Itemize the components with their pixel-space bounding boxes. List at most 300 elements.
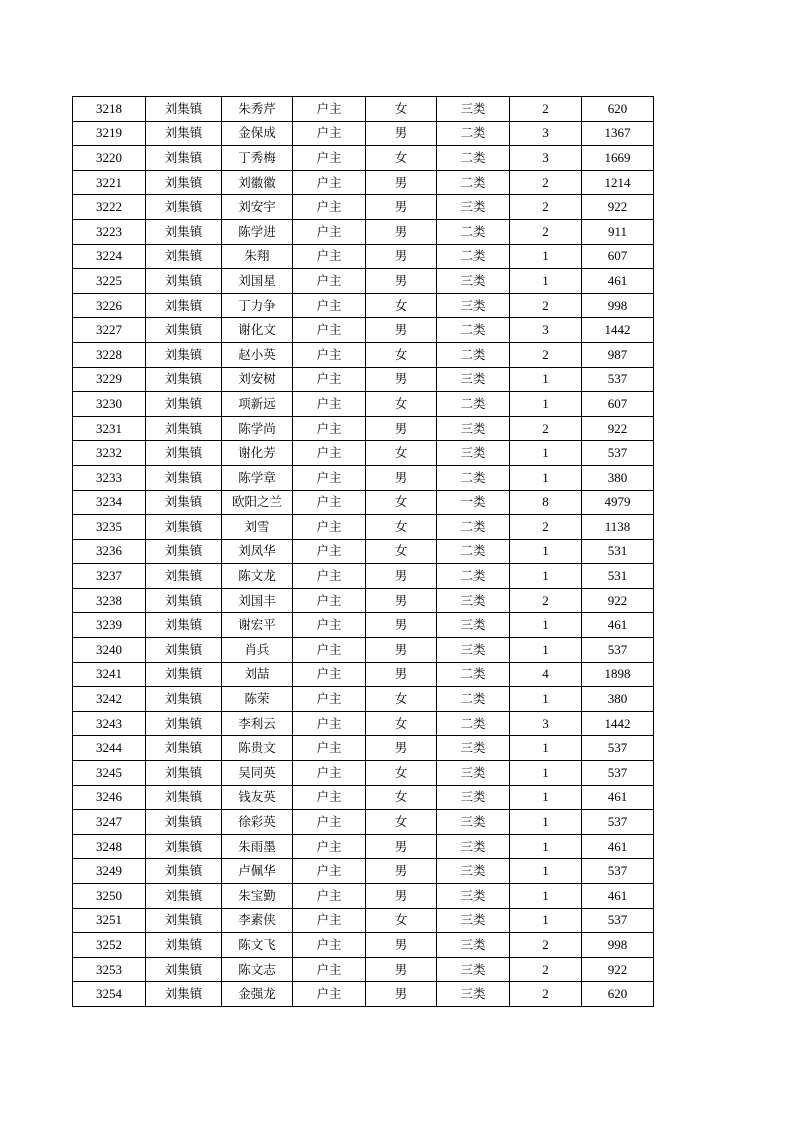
gender-cell: 女	[366, 539, 437, 564]
relation-cell: 户主	[293, 933, 366, 958]
town-cell: 刘集镇	[146, 736, 222, 761]
amount-cell: 461	[582, 785, 654, 810]
town-cell: 刘集镇	[146, 97, 222, 122]
category-cell: 二类	[437, 515, 510, 540]
gender-cell: 女	[366, 293, 437, 318]
relation-cell: 户主	[293, 638, 366, 663]
name-cell: 金强龙	[222, 982, 293, 1007]
gender-cell: 男	[366, 662, 437, 687]
person-count-cell: 1	[510, 613, 582, 638]
gender-cell: 男	[366, 367, 437, 392]
record-id-cell: 3221	[73, 170, 146, 195]
amount-cell: 537	[582, 761, 654, 786]
relation-cell: 户主	[293, 785, 366, 810]
town-cell: 刘集镇	[146, 170, 222, 195]
record-id-cell: 3225	[73, 269, 146, 294]
person-count-cell: 1	[510, 465, 582, 490]
amount-cell: 537	[582, 736, 654, 761]
category-cell: 二类	[437, 146, 510, 171]
town-cell: 刘集镇	[146, 588, 222, 613]
person-count-cell: 2	[510, 342, 582, 367]
relation-cell: 户主	[293, 170, 366, 195]
table-row	[73, 810, 654, 835]
relation-cell: 户主	[293, 588, 366, 613]
table-row	[73, 170, 654, 195]
table-row	[73, 588, 654, 613]
town-cell: 刘集镇	[146, 564, 222, 589]
person-count-cell: 2	[510, 416, 582, 441]
record-id-cell: 3248	[73, 834, 146, 859]
category-cell: 二类	[437, 170, 510, 195]
name-cell: 刘雪	[222, 515, 293, 540]
relation-cell: 户主	[293, 810, 366, 835]
category-cell: 二类	[437, 392, 510, 417]
amount-cell: 607	[582, 392, 654, 417]
name-cell: 欧阳之兰	[222, 490, 293, 515]
record-id-cell: 3246	[73, 785, 146, 810]
category-cell: 三类	[437, 957, 510, 982]
gender-cell: 女	[366, 342, 437, 367]
relation-cell: 户主	[293, 269, 366, 294]
gender-cell: 男	[366, 219, 437, 244]
town-cell: 刘集镇	[146, 785, 222, 810]
name-cell: 朱秀芹	[222, 97, 293, 122]
town-cell: 刘集镇	[146, 342, 222, 367]
name-cell: 刘安树	[222, 367, 293, 392]
town-cell: 刘集镇	[146, 367, 222, 392]
gender-cell: 男	[366, 982, 437, 1007]
amount-cell: 1138	[582, 515, 654, 540]
amount-cell: 922	[582, 588, 654, 613]
category-cell: 二类	[437, 539, 510, 564]
name-cell: 朱宝勤	[222, 884, 293, 909]
record-id-cell: 3240	[73, 638, 146, 663]
relation-cell: 户主	[293, 859, 366, 884]
category-cell: 三类	[437, 416, 510, 441]
relation-cell: 户主	[293, 613, 366, 638]
person-count-cell: 1	[510, 884, 582, 909]
town-cell: 刘集镇	[146, 465, 222, 490]
relation-cell: 户主	[293, 662, 366, 687]
name-cell: 刘国丰	[222, 588, 293, 613]
category-cell: 二类	[437, 465, 510, 490]
person-count-cell: 1	[510, 539, 582, 564]
gender-cell: 女	[366, 687, 437, 712]
table-row	[73, 515, 654, 540]
table-row	[73, 490, 654, 515]
category-cell: 三类	[437, 810, 510, 835]
category-cell: 三类	[437, 884, 510, 909]
category-cell: 三类	[437, 588, 510, 613]
amount-cell: 380	[582, 465, 654, 490]
record-id-cell: 3229	[73, 367, 146, 392]
category-cell: 三类	[437, 761, 510, 786]
relation-cell: 户主	[293, 711, 366, 736]
name-cell: 陈学章	[222, 465, 293, 490]
table-row	[73, 465, 654, 490]
category-cell: 二类	[437, 244, 510, 269]
gender-cell: 男	[366, 121, 437, 146]
table-row	[73, 392, 654, 417]
name-cell: 朱雨墨	[222, 834, 293, 859]
category-cell: 三类	[437, 859, 510, 884]
table-row	[73, 564, 654, 589]
record-id-cell: 3231	[73, 416, 146, 441]
category-cell: 三类	[437, 785, 510, 810]
data-table-container	[72, 96, 653, 1007]
table-body	[73, 97, 654, 1007]
relation-cell: 户主	[293, 244, 366, 269]
category-cell: 三类	[437, 933, 510, 958]
gender-cell: 女	[366, 908, 437, 933]
person-count-cell: 2	[510, 293, 582, 318]
amount-cell: 922	[582, 195, 654, 220]
amount-cell: 1214	[582, 170, 654, 195]
relation-cell: 户主	[293, 539, 366, 564]
amount-cell: 620	[582, 982, 654, 1007]
town-cell: 刘集镇	[146, 834, 222, 859]
record-id-cell: 3252	[73, 933, 146, 958]
table-row	[73, 121, 654, 146]
gender-cell: 男	[366, 269, 437, 294]
gender-cell: 男	[366, 465, 437, 490]
town-cell: 刘集镇	[146, 761, 222, 786]
name-cell: 李利云	[222, 711, 293, 736]
town-cell: 刘集镇	[146, 982, 222, 1007]
relation-cell: 户主	[293, 564, 366, 589]
person-count-cell: 2	[510, 982, 582, 1007]
name-cell: 谢宏平	[222, 613, 293, 638]
record-id-cell: 3235	[73, 515, 146, 540]
gender-cell: 男	[366, 834, 437, 859]
amount-cell: 461	[582, 834, 654, 859]
amount-cell: 998	[582, 293, 654, 318]
amount-cell: 1898	[582, 662, 654, 687]
category-cell: 三类	[437, 97, 510, 122]
person-count-cell: 2	[510, 957, 582, 982]
gender-cell: 男	[366, 736, 437, 761]
gender-cell: 男	[366, 884, 437, 909]
name-cell: 陈荣	[222, 687, 293, 712]
amount-cell: 531	[582, 564, 654, 589]
person-count-cell: 2	[510, 588, 582, 613]
name-cell: 陈贵文	[222, 736, 293, 761]
category-cell: 三类	[437, 269, 510, 294]
relation-cell: 户主	[293, 884, 366, 909]
town-cell: 刘集镇	[146, 859, 222, 884]
table-row	[73, 834, 654, 859]
gender-cell: 女	[366, 146, 437, 171]
town-cell: 刘集镇	[146, 244, 222, 269]
table-row	[73, 269, 654, 294]
town-cell: 刘集镇	[146, 662, 222, 687]
person-count-cell: 1	[510, 687, 582, 712]
relation-cell: 户主	[293, 416, 366, 441]
record-id-cell: 3219	[73, 121, 146, 146]
table-row	[73, 342, 654, 367]
gender-cell: 男	[366, 588, 437, 613]
record-id-cell: 3218	[73, 97, 146, 122]
amount-cell: 922	[582, 416, 654, 441]
record-id-cell: 3239	[73, 613, 146, 638]
town-cell: 刘集镇	[146, 269, 222, 294]
relation-cell: 户主	[293, 146, 366, 171]
name-cell: 刘国星	[222, 269, 293, 294]
record-id-cell: 3232	[73, 441, 146, 466]
gender-cell: 男	[366, 318, 437, 343]
table-row	[73, 244, 654, 269]
table-row	[73, 785, 654, 810]
relation-cell: 户主	[293, 515, 366, 540]
gender-cell: 男	[366, 957, 437, 982]
category-cell: 三类	[437, 834, 510, 859]
person-count-cell: 1	[510, 834, 582, 859]
amount-cell: 537	[582, 638, 654, 663]
name-cell: 刘安宇	[222, 195, 293, 220]
person-count-cell: 1	[510, 564, 582, 589]
amount-cell: 537	[582, 859, 654, 884]
record-id-cell: 3253	[73, 957, 146, 982]
category-cell: 三类	[437, 293, 510, 318]
person-count-cell: 4	[510, 662, 582, 687]
category-cell: 三类	[437, 638, 510, 663]
town-cell: 刘集镇	[146, 908, 222, 933]
name-cell: 李素侠	[222, 908, 293, 933]
amount-cell: 922	[582, 957, 654, 982]
table-row	[73, 416, 654, 441]
person-count-cell: 2	[510, 515, 582, 540]
gender-cell: 男	[366, 416, 437, 441]
table-row	[73, 859, 654, 884]
amount-cell: 537	[582, 367, 654, 392]
name-cell: 刘凤华	[222, 539, 293, 564]
person-count-cell: 2	[510, 170, 582, 195]
amount-cell: 537	[582, 908, 654, 933]
person-count-cell: 1	[510, 785, 582, 810]
gender-cell: 男	[366, 195, 437, 220]
name-cell: 肖兵	[222, 638, 293, 663]
record-id-cell: 3227	[73, 318, 146, 343]
town-cell: 刘集镇	[146, 392, 222, 417]
relation-cell: 户主	[293, 736, 366, 761]
town-cell: 刘集镇	[146, 515, 222, 540]
category-cell: 三类	[437, 367, 510, 392]
table-row	[73, 195, 654, 220]
record-id-cell: 3237	[73, 564, 146, 589]
town-cell: 刘集镇	[146, 810, 222, 835]
table-row	[73, 293, 654, 318]
category-cell: 三类	[437, 195, 510, 220]
record-id-cell: 3224	[73, 244, 146, 269]
table-row	[73, 761, 654, 786]
person-count-cell: 8	[510, 490, 582, 515]
table-row	[73, 318, 654, 343]
category-cell: 一类	[437, 490, 510, 515]
record-id-cell: 3220	[73, 146, 146, 171]
relation-cell: 户主	[293, 982, 366, 1007]
record-id-cell: 3249	[73, 859, 146, 884]
relation-cell: 户主	[293, 195, 366, 220]
category-cell: 二类	[437, 564, 510, 589]
amount-cell: 987	[582, 342, 654, 367]
gender-cell: 女	[366, 761, 437, 786]
amount-cell: 380	[582, 687, 654, 712]
name-cell: 项新远	[222, 392, 293, 417]
town-cell: 刘集镇	[146, 490, 222, 515]
table-row	[73, 957, 654, 982]
relation-cell: 户主	[293, 392, 366, 417]
person-count-cell: 1	[510, 441, 582, 466]
name-cell: 卢佩华	[222, 859, 293, 884]
name-cell: 金保成	[222, 121, 293, 146]
record-id-cell: 3247	[73, 810, 146, 835]
amount-cell: 1367	[582, 121, 654, 146]
name-cell: 陈学进	[222, 219, 293, 244]
person-count-cell: 2	[510, 97, 582, 122]
relation-cell: 户主	[293, 367, 366, 392]
category-cell: 二类	[437, 711, 510, 736]
table-row	[73, 884, 654, 909]
gender-cell: 女	[366, 97, 437, 122]
name-cell: 赵小英	[222, 342, 293, 367]
relation-cell: 户主	[293, 908, 366, 933]
name-cell: 丁秀梅	[222, 146, 293, 171]
name-cell: 刘徽徽	[222, 170, 293, 195]
relation-cell: 户主	[293, 490, 366, 515]
category-cell: 二类	[437, 318, 510, 343]
relation-cell: 户主	[293, 318, 366, 343]
table-row	[73, 219, 654, 244]
category-cell: 三类	[437, 736, 510, 761]
record-id-cell: 3234	[73, 490, 146, 515]
name-cell: 钱友英	[222, 785, 293, 810]
table-row	[73, 982, 654, 1007]
record-id-cell: 3242	[73, 687, 146, 712]
town-cell: 刘集镇	[146, 638, 222, 663]
person-count-cell: 2	[510, 195, 582, 220]
amount-cell: 531	[582, 539, 654, 564]
relation-cell: 户主	[293, 834, 366, 859]
table-row	[73, 687, 654, 712]
relation-cell: 户主	[293, 761, 366, 786]
gender-cell: 男	[366, 244, 437, 269]
person-count-cell: 1	[510, 367, 582, 392]
table-row	[73, 638, 654, 663]
table-row	[73, 662, 654, 687]
record-id-cell: 3233	[73, 465, 146, 490]
town-cell: 刘集镇	[146, 293, 222, 318]
town-cell: 刘集镇	[146, 318, 222, 343]
relation-cell: 户主	[293, 293, 366, 318]
gender-cell: 男	[366, 859, 437, 884]
amount-cell: 461	[582, 269, 654, 294]
gender-cell: 女	[366, 785, 437, 810]
relation-cell: 户主	[293, 957, 366, 982]
person-count-cell: 1	[510, 736, 582, 761]
category-cell: 二类	[437, 662, 510, 687]
town-cell: 刘集镇	[146, 687, 222, 712]
relation-cell: 户主	[293, 342, 366, 367]
record-id-cell: 3223	[73, 219, 146, 244]
amount-cell: 461	[582, 884, 654, 909]
amount-cell: 537	[582, 810, 654, 835]
record-id-cell: 3251	[73, 908, 146, 933]
table-row	[73, 711, 654, 736]
category-cell: 三类	[437, 613, 510, 638]
relation-cell: 户主	[293, 687, 366, 712]
town-cell: 刘集镇	[146, 884, 222, 909]
relation-cell: 户主	[293, 97, 366, 122]
person-count-cell: 1	[510, 638, 582, 663]
table-row	[73, 908, 654, 933]
person-count-cell: 3	[510, 318, 582, 343]
gender-cell: 女	[366, 810, 437, 835]
name-cell: 朱翔	[222, 244, 293, 269]
name-cell: 谢化文	[222, 318, 293, 343]
table-row	[73, 613, 654, 638]
table-row	[73, 736, 654, 761]
amount-cell: 1442	[582, 711, 654, 736]
relation-cell: 户主	[293, 219, 366, 244]
person-count-cell: 1	[510, 908, 582, 933]
table-row	[73, 441, 654, 466]
category-cell: 三类	[437, 982, 510, 1007]
category-cell: 三类	[437, 441, 510, 466]
person-count-cell: 1	[510, 392, 582, 417]
town-cell: 刘集镇	[146, 121, 222, 146]
person-count-cell: 1	[510, 761, 582, 786]
category-cell: 二类	[437, 342, 510, 367]
record-id-cell: 3244	[73, 736, 146, 761]
category-cell: 二类	[437, 121, 510, 146]
amount-cell: 1669	[582, 146, 654, 171]
person-count-cell: 2	[510, 219, 582, 244]
town-cell: 刘集镇	[146, 613, 222, 638]
name-cell: 谢化芳	[222, 441, 293, 466]
relation-cell: 户主	[293, 465, 366, 490]
gender-cell: 男	[366, 638, 437, 663]
town-cell: 刘集镇	[146, 195, 222, 220]
record-id-cell: 3238	[73, 588, 146, 613]
name-cell: 吴同英	[222, 761, 293, 786]
town-cell: 刘集镇	[146, 441, 222, 466]
record-id-cell: 3254	[73, 982, 146, 1007]
amount-cell: 620	[582, 97, 654, 122]
table-row	[73, 97, 654, 122]
record-id-cell: 3241	[73, 662, 146, 687]
amount-cell: 1442	[582, 318, 654, 343]
household-table	[72, 96, 654, 1007]
table-row	[73, 367, 654, 392]
person-count-cell: 1	[510, 859, 582, 884]
town-cell: 刘集镇	[146, 146, 222, 171]
amount-cell: 911	[582, 219, 654, 244]
person-count-cell: 3	[510, 146, 582, 171]
category-cell: 三类	[437, 908, 510, 933]
town-cell: 刘集镇	[146, 933, 222, 958]
town-cell: 刘集镇	[146, 957, 222, 982]
gender-cell: 女	[366, 515, 437, 540]
relation-cell: 户主	[293, 441, 366, 466]
town-cell: 刘集镇	[146, 219, 222, 244]
amount-cell: 461	[582, 613, 654, 638]
gender-cell: 女	[366, 490, 437, 515]
gender-cell: 男	[366, 613, 437, 638]
category-cell: 二类	[437, 219, 510, 244]
category-cell: 二类	[437, 687, 510, 712]
record-id-cell: 3245	[73, 761, 146, 786]
person-count-cell: 2	[510, 933, 582, 958]
